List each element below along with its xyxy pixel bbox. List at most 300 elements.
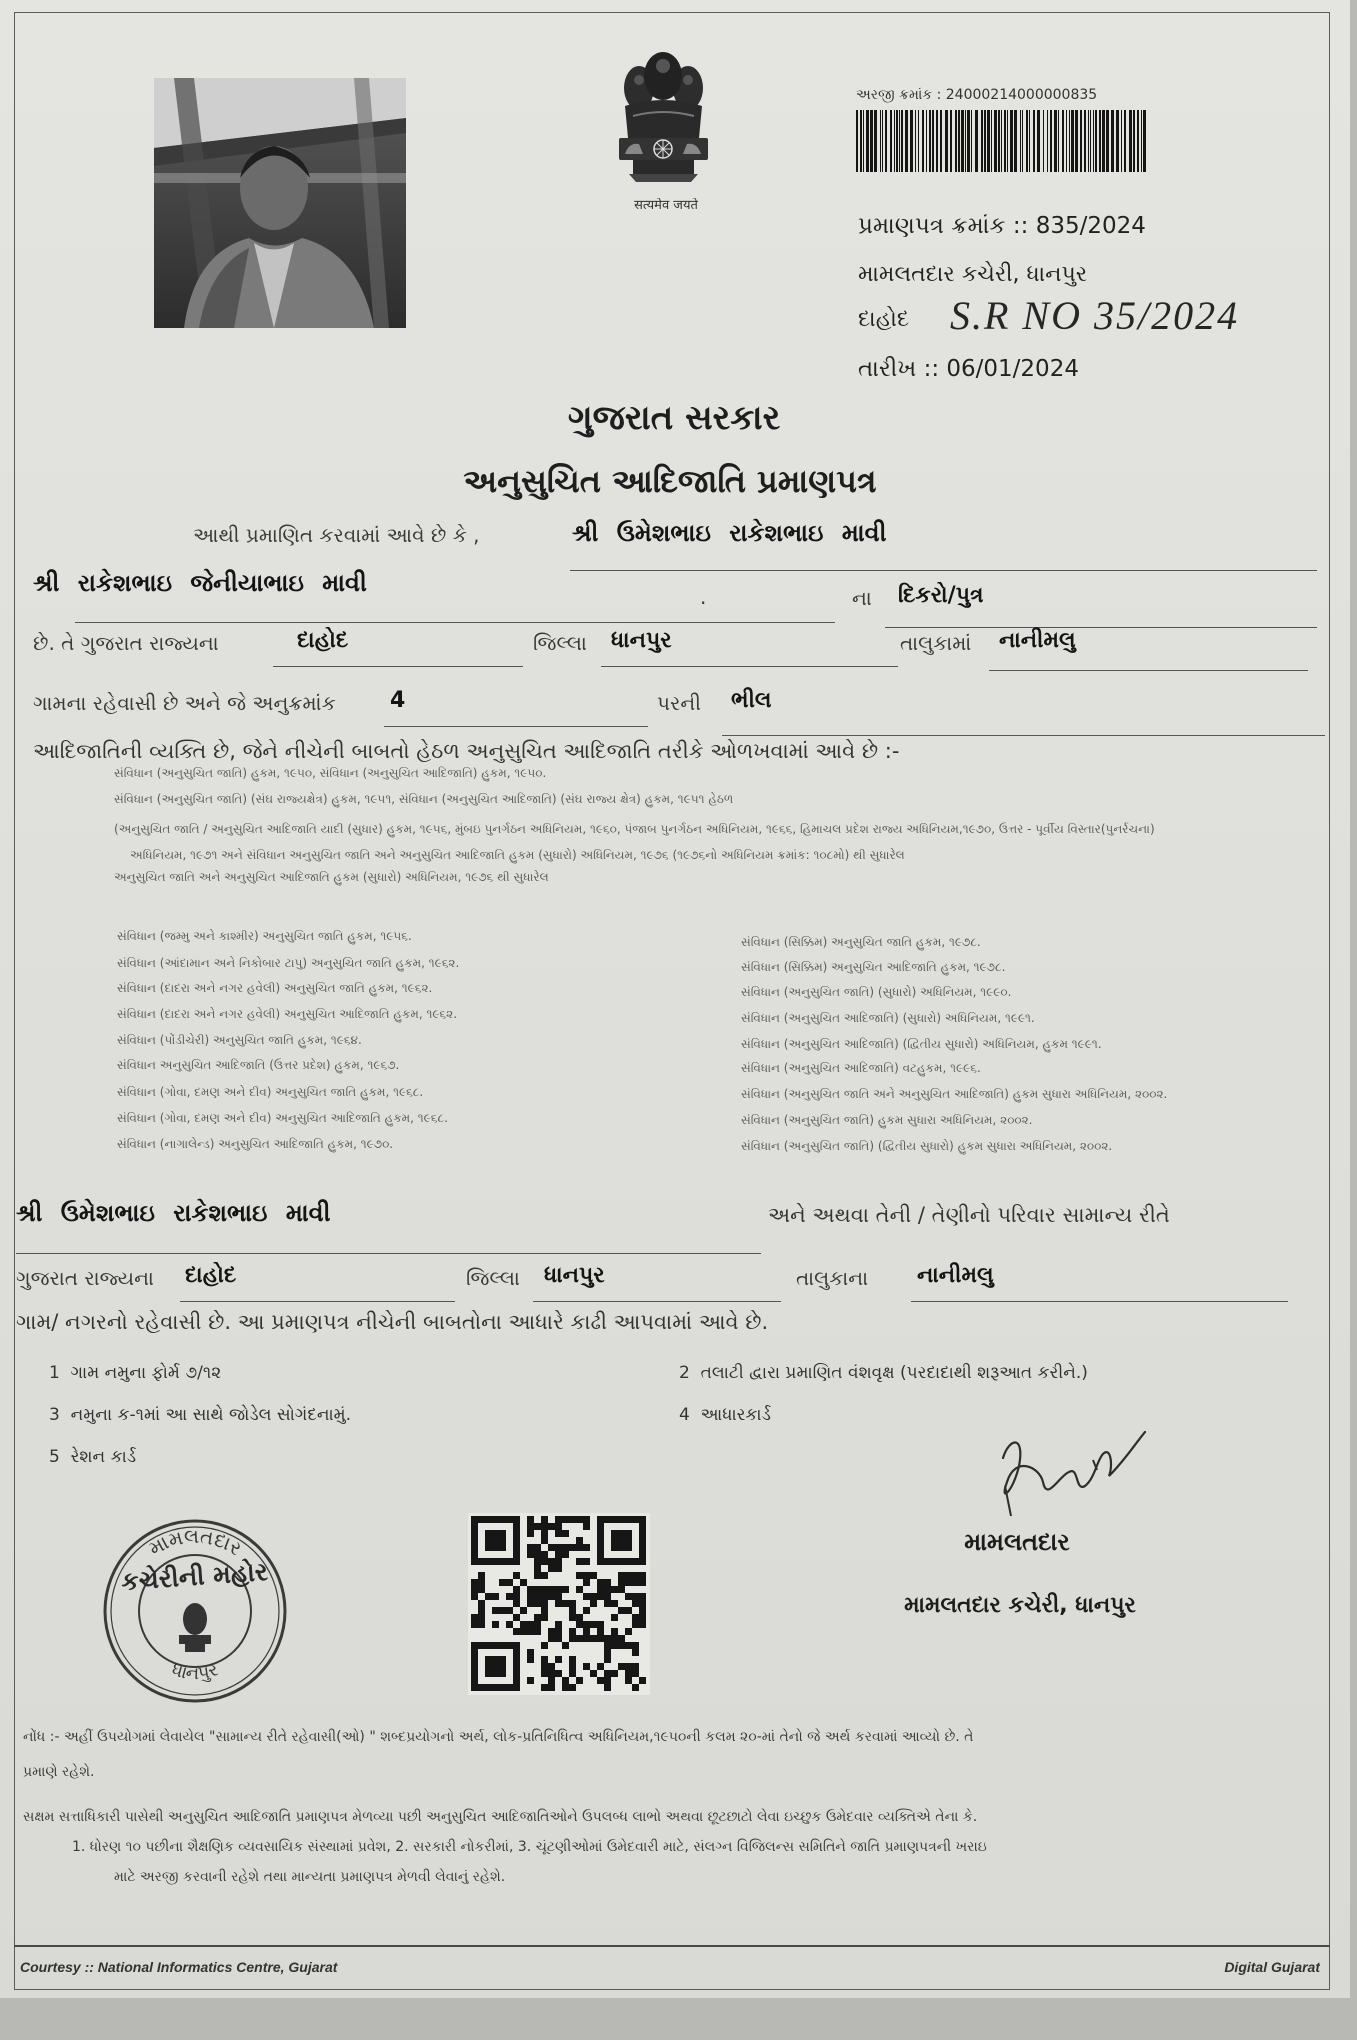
qr-module: [506, 1516, 513, 1523]
handwritten-sr-number: S.R NO 35/2024: [950, 293, 1240, 338]
qr-module: [576, 1572, 583, 1579]
qr-module: [541, 1614, 548, 1621]
qr-module: [471, 1670, 478, 1677]
act-right-item: સંવિધાન (અનુસુચિત જાતિ અને અનુસુચિત આદિજાતિ) હુકમ સુધારા અધિનિયમ, ૨૦૦૨.: [741, 1087, 1168, 1101]
barcode-bar: [870, 110, 873, 172]
barcode-bar: [1020, 110, 1021, 172]
document-number: 2: [679, 1363, 690, 1383]
qr-module: [618, 1530, 625, 1537]
qr-module: [576, 1516, 583, 1523]
qr-module: [492, 1663, 499, 1670]
qr-module: [506, 1607, 513, 1614]
barcode-bar: [1022, 110, 1023, 172]
qr-module: [604, 1516, 611, 1523]
qr-module: [632, 1621, 639, 1628]
qr-module: [625, 1530, 632, 1537]
qr-module: [576, 1537, 583, 1544]
barcode-bar: [945, 110, 948, 172]
document-text: રેશન કાર્ડ: [70, 1447, 137, 1467]
qr-module: [583, 1523, 590, 1530]
qr-module: [541, 1642, 548, 1649]
instruction-line: માટે અરજી કરવાની રહેશે તથા માન્યતા પ્રમાણપત્ર મેળવી લેવાનું રહેશે.: [114, 1869, 506, 1885]
act-line: સંવિધાન (અનુસુચિત જાતિ) હુકમ, ૧૯૫૦, સંવિધાન (અનુસુચિત આદિજાતિ) હુકમ, ૧૯૫૦.: [114, 766, 547, 780]
qr-module: [625, 1544, 632, 1551]
qr-module: [618, 1544, 625, 1551]
qr-module: [597, 1677, 604, 1684]
act-left-item: સંવિધાન અનુસુચિત આદિજાતિ (ઉત્તર પ્રદેશ) હુકમ, ૧૯૬૭.: [117, 1058, 400, 1072]
qr-module: [625, 1579, 632, 1586]
qr-module: [478, 1684, 485, 1691]
qr-module: [604, 1670, 611, 1677]
qr-module: [569, 1614, 576, 1621]
document-number: 1: [49, 1363, 60, 1383]
barcode-bar: [1099, 110, 1101, 172]
qr-module: [625, 1558, 632, 1565]
qr-module: [597, 1537, 604, 1544]
barcode-bar: [929, 110, 931, 172]
qr-module: [534, 1551, 541, 1558]
on-text: પરની: [657, 691, 701, 715]
qr-module: [583, 1544, 590, 1551]
qr-module: [625, 1537, 632, 1544]
applicant-photo: [154, 78, 406, 328]
barcode-bar: [885, 110, 887, 172]
qr-module: [618, 1586, 625, 1593]
qr-module: [506, 1593, 513, 1600]
header-district: દાહોદ: [858, 307, 910, 332]
barcode-bar: [987, 110, 990, 172]
resident-text: ગામના રહેવાસી છે અને જે અનુક્રમાંક: [33, 691, 336, 715]
underline: [989, 670, 1308, 671]
qr-module: [583, 1607, 590, 1614]
barcode-bar: [950, 110, 952, 172]
qr-module: [611, 1600, 618, 1607]
barcode-bar: [1088, 110, 1089, 172]
certificate-title: અનુસુચિત આદિજાતિ પ્રમાણપત્ર: [463, 462, 877, 500]
qr-module: [639, 1607, 646, 1614]
qr-module: [506, 1642, 513, 1649]
qr-module: [618, 1537, 625, 1544]
document-number: 5: [49, 1447, 60, 1467]
qr-module: [548, 1544, 555, 1551]
qr-module: [527, 1677, 534, 1684]
barcode-bar: [1014, 110, 1017, 172]
qr-module: [562, 1642, 569, 1649]
qr-module: [541, 1607, 548, 1614]
application-number-value: 24000214000000835: [945, 87, 1098, 103]
tribe-name: ભીલ: [731, 688, 772, 713]
seal-center-text: કચેરીની મહોર: [120, 1556, 269, 1597]
document-item: [679, 1404, 1279, 1426]
qr-module: [513, 1558, 520, 1565]
qr-module: [527, 1551, 534, 1558]
qr-module: [471, 1523, 478, 1530]
barcode-bar: [896, 110, 898, 172]
qr-module: [639, 1572, 646, 1579]
qr-module: [632, 1516, 639, 1523]
qr-module: [583, 1558, 590, 1565]
qr-module: [541, 1656, 548, 1663]
qr-module: [555, 1600, 562, 1607]
qr-module: [499, 1663, 506, 1670]
underline: [911, 1301, 1288, 1302]
certificate-number: [858, 212, 1298, 242]
qr-module: [604, 1656, 611, 1663]
qr-module: [569, 1670, 576, 1677]
barcode-bar: [880, 110, 881, 172]
qr-module: [576, 1586, 583, 1593]
barcode: [853, 110, 1150, 172]
qr-module: [471, 1551, 478, 1558]
act-right-item: સંવિધાન (અનુસુચિત જાતિ) હુકમ સુધારા અધિનિયમ, ૨૦૦૨.: [741, 1113, 1033, 1127]
qr-module: [562, 1684, 569, 1691]
act-left-item: સંવિધાન (નાગાલેન્ડ) અનુસુચિત આદિજાતિ હુકમ, ૧૯૭૦.: [117, 1137, 394, 1151]
qr-module: [569, 1600, 576, 1607]
qr-module: [471, 1544, 478, 1551]
qr-module: [471, 1684, 478, 1691]
barcode-bar: [1054, 110, 1057, 172]
act-line: અનુસુચિત જાતિ અને અનુસુચિત આદિજાતિ હુકમ (સુધારો) અધિનિયમ, ૧૯૭૬ થી સુધારેલ: [114, 870, 549, 884]
qr-module: [625, 1677, 632, 1684]
qr-module: [618, 1579, 625, 1586]
qr-module: [527, 1586, 534, 1593]
qr-module: [506, 1621, 513, 1628]
document-item: [679, 1362, 1319, 1384]
qr-module: [590, 1621, 597, 1628]
barcode-bar: [955, 110, 957, 172]
qr-module: [527, 1593, 534, 1600]
seal-bottom-text: ધાનપુર: [169, 1659, 221, 1685]
seal-top-text: મામલતદાર: [144, 1523, 247, 1561]
qr-module: [583, 1663, 590, 1670]
qr-module: [541, 1516, 548, 1523]
qr-module: [639, 1677, 646, 1684]
qr-module: [541, 1523, 548, 1530]
barcode-bar: [965, 110, 966, 172]
qr-module: [527, 1516, 534, 1523]
qr-module: [632, 1600, 639, 1607]
underline: [601, 666, 898, 667]
underline: [16, 1253, 761, 1254]
barcode-bar: [932, 110, 934, 172]
qr-module: [618, 1663, 625, 1670]
state-text: છે. તે ગુજરાત રાજ્યના: [33, 631, 219, 655]
seal-emblem-icon: [179, 1603, 211, 1652]
qr-module: [597, 1586, 604, 1593]
qr-module: [639, 1530, 646, 1537]
qr-module: [471, 1663, 478, 1670]
qr-module: [562, 1516, 569, 1523]
qr-module: [583, 1572, 590, 1579]
qr-module: [478, 1614, 485, 1621]
qr-module: [541, 1530, 548, 1537]
barcode-bar: [1062, 110, 1064, 172]
qr-module: [527, 1656, 534, 1663]
qr-module: [527, 1544, 534, 1551]
qr-module: [590, 1572, 597, 1579]
qr-module: [555, 1565, 562, 1572]
qr-module: [534, 1565, 541, 1572]
qr-module: [513, 1544, 520, 1551]
application-number: [856, 86, 1186, 104]
barcode-bar: [1124, 110, 1126, 172]
qr-module: [604, 1558, 611, 1565]
qr-module: [492, 1516, 499, 1523]
qr-module: [611, 1530, 618, 1537]
barcode-bar: [961, 110, 964, 172]
qr-module: [625, 1572, 632, 1579]
barcode-bar: [1133, 110, 1135, 172]
qr-module: [562, 1677, 569, 1684]
act-left-item: સંવિધાન (દાદરા અને નગર હવેલી) અનુસુચિત આદિજાતિ હુકમ, ૧૯૬૨.: [117, 1007, 458, 1021]
qr-module: [555, 1523, 562, 1530]
qr-module: [527, 1530, 534, 1537]
act-left-item: સંવિધાન (ગોવા, દમણ અને દીવ) અનુસુચિત જાતિ હુકમ, ૧૯૬૮.: [117, 1085, 424, 1099]
qr-module: [471, 1586, 478, 1593]
barcode-bar: [998, 110, 1000, 172]
qr-module: [604, 1635, 611, 1642]
qr-module: [548, 1663, 555, 1670]
qr-module: [611, 1544, 618, 1551]
qr-module: [632, 1614, 639, 1621]
qr-module: [520, 1628, 527, 1635]
qr-module: [562, 1551, 569, 1558]
qr-module: [625, 1670, 632, 1677]
barcode-bar: [1075, 110, 1078, 172]
qr-module: [618, 1607, 625, 1614]
qr-module: [485, 1537, 492, 1544]
qr-module: [632, 1649, 639, 1656]
barcode-bar: [1066, 110, 1067, 172]
barcode-bar: [1080, 110, 1082, 172]
qr-module: [485, 1684, 492, 1691]
qr-module: [492, 1530, 499, 1537]
qr-module: [520, 1621, 527, 1628]
qr-module: [604, 1593, 611, 1600]
qr-module: [499, 1670, 506, 1677]
qr-module: [548, 1670, 555, 1677]
barcode-bar: [866, 110, 869, 172]
qr-module: [611, 1558, 618, 1565]
qr-module: [555, 1530, 562, 1537]
qr-module: [604, 1642, 611, 1649]
qr-module: [569, 1663, 576, 1670]
qr-module: [541, 1670, 548, 1677]
barcode-bar: [1141, 110, 1142, 172]
qr-module: [534, 1628, 541, 1635]
qr-module: [562, 1544, 569, 1551]
act-right-item: સંવિધાન (સિક્કિમ) અનુસુચિત જાતિ હુકમ, ૧૯૭૮.: [741, 935, 981, 949]
instruction-line: સક્ષમ સત્તાધિકારી પાસેથી અનુસુચિત આદિજાતિ પ્રમાણપત્ર મેળવ્યા પછી અનુસુચિત આદિજાતિઓને ઉપલબ્ધ લાભો અથવા છૂટછાટો લેવા ઇચ્છુક ઉમેદવાર વ્યક્તિએ તેના કે.: [23, 1809, 978, 1825]
qr-module: [639, 1537, 646, 1544]
qr-module: [478, 1572, 485, 1579]
barcode-bar: [1043, 110, 1044, 172]
qr-module: [597, 1663, 604, 1670]
qr-module: [618, 1558, 625, 1565]
act-line: અધિનિયમ, ૧૯૭૧ અને સંવિધાન અનુસુચિત જાતિ અને અનુસુચિત આદિજાતિ હુકમ (સુધારો) અધિનિયમ, ૧૯૭૬ (૧૯૭૬નો અધિનિયમ ક્રમાંક: ૧૦૮મો) થી સુધારેલ: [130, 848, 905, 862]
residence-district: દાહોદ: [185, 1263, 237, 1288]
barcode-bar: [1137, 110, 1139, 172]
residence-name: શ્રી ઉમેશભાઇ રાકેશભાઇ માવી: [16, 1199, 331, 1227]
qr-module: [625, 1663, 632, 1670]
barcode-bar: [1037, 110, 1040, 172]
qr-module: [527, 1649, 534, 1656]
qr-module: [506, 1579, 513, 1586]
qr-module: [541, 1572, 548, 1579]
act-left-item: સંવિધાન (દાદરા અને નગર હવેલી) અનુસુચિત જાતિ હુકમ, ૧૯૬૨.: [117, 981, 433, 995]
qr-module: [499, 1656, 506, 1663]
qr-module: [597, 1558, 604, 1565]
certificate-number-label: પ્રમાણપત્ર ક્રમાંક ::: [858, 213, 1029, 239]
qr-module: [513, 1516, 520, 1523]
footer-divider: [14, 1945, 1330, 1947]
qr-module: [471, 1593, 478, 1600]
underline: [533, 1301, 781, 1302]
barcode-bar: [1090, 110, 1091, 172]
barcode-bar: [922, 110, 924, 172]
qr-module: [555, 1670, 562, 1677]
qr-module: [611, 1628, 618, 1635]
residence-village: નાનીમલુ: [917, 1263, 994, 1288]
barcode-bar: [936, 110, 938, 172]
barcode-bar: [926, 110, 927, 172]
family-text: અને અથવા તેની / તેણીનો પરિવાર સામાન્ય રીતે: [768, 1203, 1170, 1227]
qr-module: [471, 1579, 478, 1586]
underline: [273, 666, 523, 667]
qr-module: [513, 1649, 520, 1656]
qr-module: [499, 1544, 506, 1551]
act-right-item: સંવિધાન (સિક્કિમ) અનુસુચિત આદિજાતિ હુકમ, ૧૯૭૮.: [741, 960, 1006, 974]
qr-module: [618, 1516, 625, 1523]
barcode-bar: [1029, 110, 1030, 172]
qr-module: [534, 1593, 541, 1600]
header-office: મામલતદાર કચેરી, ધાનપુર: [858, 262, 1088, 287]
qr-module: [597, 1621, 604, 1628]
qr-module: [618, 1572, 625, 1579]
qr-module: [604, 1677, 611, 1684]
qr-module: [513, 1551, 520, 1558]
barcode-bar: [1129, 110, 1132, 172]
qr-module: [632, 1670, 639, 1677]
qr-module: [499, 1684, 506, 1691]
qr-module: [513, 1523, 520, 1530]
qr-module: [513, 1663, 520, 1670]
qr-module: [513, 1642, 520, 1649]
barcode-bar: [1001, 110, 1002, 172]
district-label: જિલ્લા: [533, 631, 587, 655]
qr-module: [597, 1579, 604, 1586]
qr-module: [597, 1516, 604, 1523]
qr-module: [513, 1537, 520, 1544]
barcode-bar: [991, 110, 992, 172]
date-value: 06/01/2024: [946, 356, 1079, 382]
qr-module: [639, 1593, 646, 1600]
qr-module: [471, 1558, 478, 1565]
qr-module: [485, 1663, 492, 1670]
qr-module: [499, 1530, 506, 1537]
qr-module: [471, 1677, 478, 1684]
qr-module: [548, 1677, 555, 1684]
qr-module: [597, 1635, 604, 1642]
qr-module: [590, 1593, 597, 1600]
barcode-bar: [856, 110, 858, 172]
barcode-bar: [940, 110, 942, 172]
qr-module: [534, 1544, 541, 1551]
qr-module: [485, 1558, 492, 1565]
qr-module: [513, 1677, 520, 1684]
qr-module: [541, 1558, 548, 1565]
qr-module: [583, 1635, 590, 1642]
underline: [180, 1301, 455, 1302]
qr-module: [576, 1677, 583, 1684]
taluka-label: તાલુકામાં: [900, 631, 972, 655]
qr-module: [625, 1607, 632, 1614]
officer-signature: [985, 1420, 1150, 1532]
qr-module: [611, 1516, 618, 1523]
qr-module: [583, 1621, 590, 1628]
barcode-bar: [918, 110, 919, 172]
qr-module: [632, 1642, 639, 1649]
qr-module: [492, 1642, 499, 1649]
qr-module: [618, 1642, 625, 1649]
qr-module: [541, 1600, 548, 1607]
authority-office: મામલતદાર કચેરી, ધાનપુર: [904, 1593, 1136, 1618]
act-right-item: સંવિધાન (અનુસુચિત આદિજાતિ) (દ્વિતીય સુધારો) અધિનિયમ, હુકમ ૧૯૯૧.: [741, 1037, 1102, 1051]
qr-module: [569, 1684, 576, 1691]
barcode-bar: [1111, 110, 1114, 172]
document-text: આધારકાર્ડ: [700, 1405, 771, 1425]
qr-module: [506, 1558, 513, 1565]
barcode-bar: [975, 110, 978, 172]
barcode-bar: [915, 110, 916, 172]
government-title: ગુજરાત સરકાર: [567, 398, 781, 438]
qr-module: [611, 1586, 618, 1593]
barcode-bar: [1069, 110, 1070, 172]
barcode-bar: [910, 110, 913, 172]
qr-module: [471, 1516, 478, 1523]
instruction-line: 1. ધોરણ ૧૦ પછીના શૈક્ષણિક વ્યવસાયિક સંસ્થામાં પ્રવેશ, 2. સરકારી નોકરીમાં, 3. ચૂંટણીઓમાં ઉમેદવારી માટે, સંલગ્ન વિજિલન્સ સમિતિને જાતિ પ્રમાણપત્રની ખરાઇ: [72, 1839, 987, 1855]
village-value: નાનીમલુ: [999, 628, 1076, 653]
svg-text:ધાનપુર: [169, 1659, 220, 1684]
document-text: ગામ નમુના ફોર્મ ૭/૧૨: [70, 1363, 222, 1383]
qr-module: [639, 1551, 646, 1558]
of-text: ના: [852, 586, 872, 610]
document-number: 4: [679, 1405, 690, 1425]
qr-module: [548, 1635, 555, 1642]
qr-module: [632, 1663, 639, 1670]
qr-module: [492, 1656, 499, 1663]
qr-module: [534, 1621, 541, 1628]
qr-module: [625, 1516, 632, 1523]
qr-module: [492, 1593, 499, 1600]
document-text: તલાટી દ્વારા પ્રમાણિત વંશવૃક્ષ (પરદાદાથી શરૂઆત કરીને.): [700, 1363, 1088, 1383]
act-left-item: સંવિધાન (ગોવા, દમણ અને દીવ) અનુસુચિત આદિજાતિ હુકમ, ૧૯૬૮.: [117, 1111, 448, 1125]
qr-module: [548, 1523, 555, 1530]
document-item: [49, 1404, 649, 1426]
qr-module: [597, 1544, 604, 1551]
tribe-recognition-text: આદિજાતિની વ્યક્તિ છે, જેને નીચેની બાબતો હેઠળ અનુસુચિત આદિજાતિ તરીકે ઓળખવામાં આવે છે :-: [33, 739, 900, 763]
qr-module: [478, 1558, 485, 1565]
qr-module: [471, 1621, 478, 1628]
qr-module: [513, 1593, 520, 1600]
act-right-item: સંવિધાન (અનુસુચિત આદિજાતિ) (સુધારો) અધિનિયમ, ૧૯૯૧.: [741, 1011, 1035, 1025]
applicant-name: શ્રી ઉમેશભાઇ રાકેશભાઇ માવી: [572, 519, 887, 547]
qr-module: [569, 1516, 576, 1523]
qr-module: [513, 1572, 520, 1579]
qr-module: [527, 1628, 534, 1635]
footer-courtesy: Courtesy :: National Informatics Centre, Gujarat: [20, 1959, 338, 1975]
qr-module: [548, 1558, 555, 1565]
